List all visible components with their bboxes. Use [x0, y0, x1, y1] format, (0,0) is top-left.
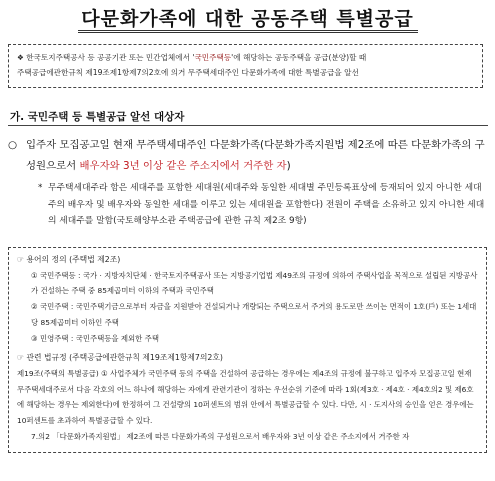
law-text: 제19조(주택의 특별공급) ① 사업주체가 국민주택 등의 주택을 건설하여 공급하는 경우에는 제4조의 규정에 불구하고 입주자 모집공고일 현재 무주택세대주로서 다음 각호의 어느 하나에 해당하는 자에게 관련기관이 정하는 우선순위 기준에 따라 1회(제3호 · 제4호 · 제4호의2 및 제6호에 해당하는 경우는 제외한다)에 한정하여 그 건설량의 10퍼센트의 범위 안에서 특별공급할 수 있다. 다만, 시 · 도지사의 승인을 얻은 경우에는 10퍼센트를 초과하여 특별공급할 수 있다. — [17, 368, 474, 426]
note-star: * — [38, 183, 43, 193]
section-heading: 가. 국민주택 등 특별공급 알선 대상자 — [10, 111, 185, 123]
reference-box — [8, 247, 487, 453]
definition-heading: ☞ 용어의 정의 (주택법 제2조) — [17, 255, 121, 264]
intro-line-1 — [17, 50, 474, 65]
definition-3: ③ 민영주택 : 국민주택등을 제외한 주택 — [31, 333, 159, 343]
definition-1: ① 국민주택등 : 국가 · 지방자치단체 · 한국토지주택공사 또는 지방공기업법 제49조의 규정에 의하여 주택사업을 목적으로 설립된 지방공사가 건설하는 주택 중 85제곱미터 이하의 주택과 국민주택 — [31, 270, 478, 296]
law-item: 7.의2 「다문화가족지원법」 제2조에 따른 다문화가족의 구성원으로서 배우자와 3년 이상 같은 주소지에서 거주한 자 — [31, 431, 410, 441]
eligibility-main — [8, 135, 491, 177]
intro-line-1-post: '에 해당하는 공동주택을 공급(분양)할 때 — [231, 53, 367, 62]
definition-2: ② 국민주택 : 국민주택기금으로부터 자금을 지원받아 건설되거나 개량되는 주택으로서 주거의 용도로만 쓰이는 면적이 1호(戶) 또는 1세대당 85제곱미터 이하인 주택 — [31, 302, 477, 327]
intro-line-2: 주택공급에관한규칙 제19조제1항제7의2호에 의거 무주택세대주인 다문화가족에 대한 특별공급을 알선 — [17, 68, 359, 77]
title-underline — [78, 30, 418, 31]
eligibility-close: ) — [286, 160, 291, 172]
title-underline-2 — [78, 32, 418, 33]
circle-bullet: ○ — [8, 139, 18, 151]
law-heading: ☞ 관련 법규정 (주택공급에관한규칙 제19조제1항제7의2호) — [17, 353, 223, 363]
note-text: 무주택세대주라 함은 세대주를 포함한 세대원(세대주와 동일한 세대별 주민등록표상에 등재되어 있지 아니한 세대주의 배우자 및 배우자와 동일한 세대를 이루고 있는 세대원을 포함한다) 전원이 주택을 소유하고 있지 아니한 세대의 세대주를 말함(국토해양부소관 주택공급에 관한 규칙 제2조 9항) — [48, 183, 485, 226]
intro-highlight: 국민주택등 — [194, 53, 232, 62]
eligibility-text: 입주자 모집공고일 현재 무주택세대주인 다문화가족(다문화가족지원법 제2조에 따른 다문화가족의 구성원으로서 — [26, 139, 485, 172]
eligibility-highlight: 배우자와 3년 이상 같은 주소지에서 거주한 자 — [79, 160, 287, 172]
section-divider — [8, 125, 488, 126]
intro-line-1-pre: ❖ 한국토지주택공사 등 공공기관 또는 민간업체에서 ' — [17, 53, 195, 62]
eligibility-note — [38, 180, 490, 230]
page-title: 다문화가족에 대한 공동주택 특별공급 — [81, 8, 414, 30]
intro-box — [8, 44, 483, 88]
